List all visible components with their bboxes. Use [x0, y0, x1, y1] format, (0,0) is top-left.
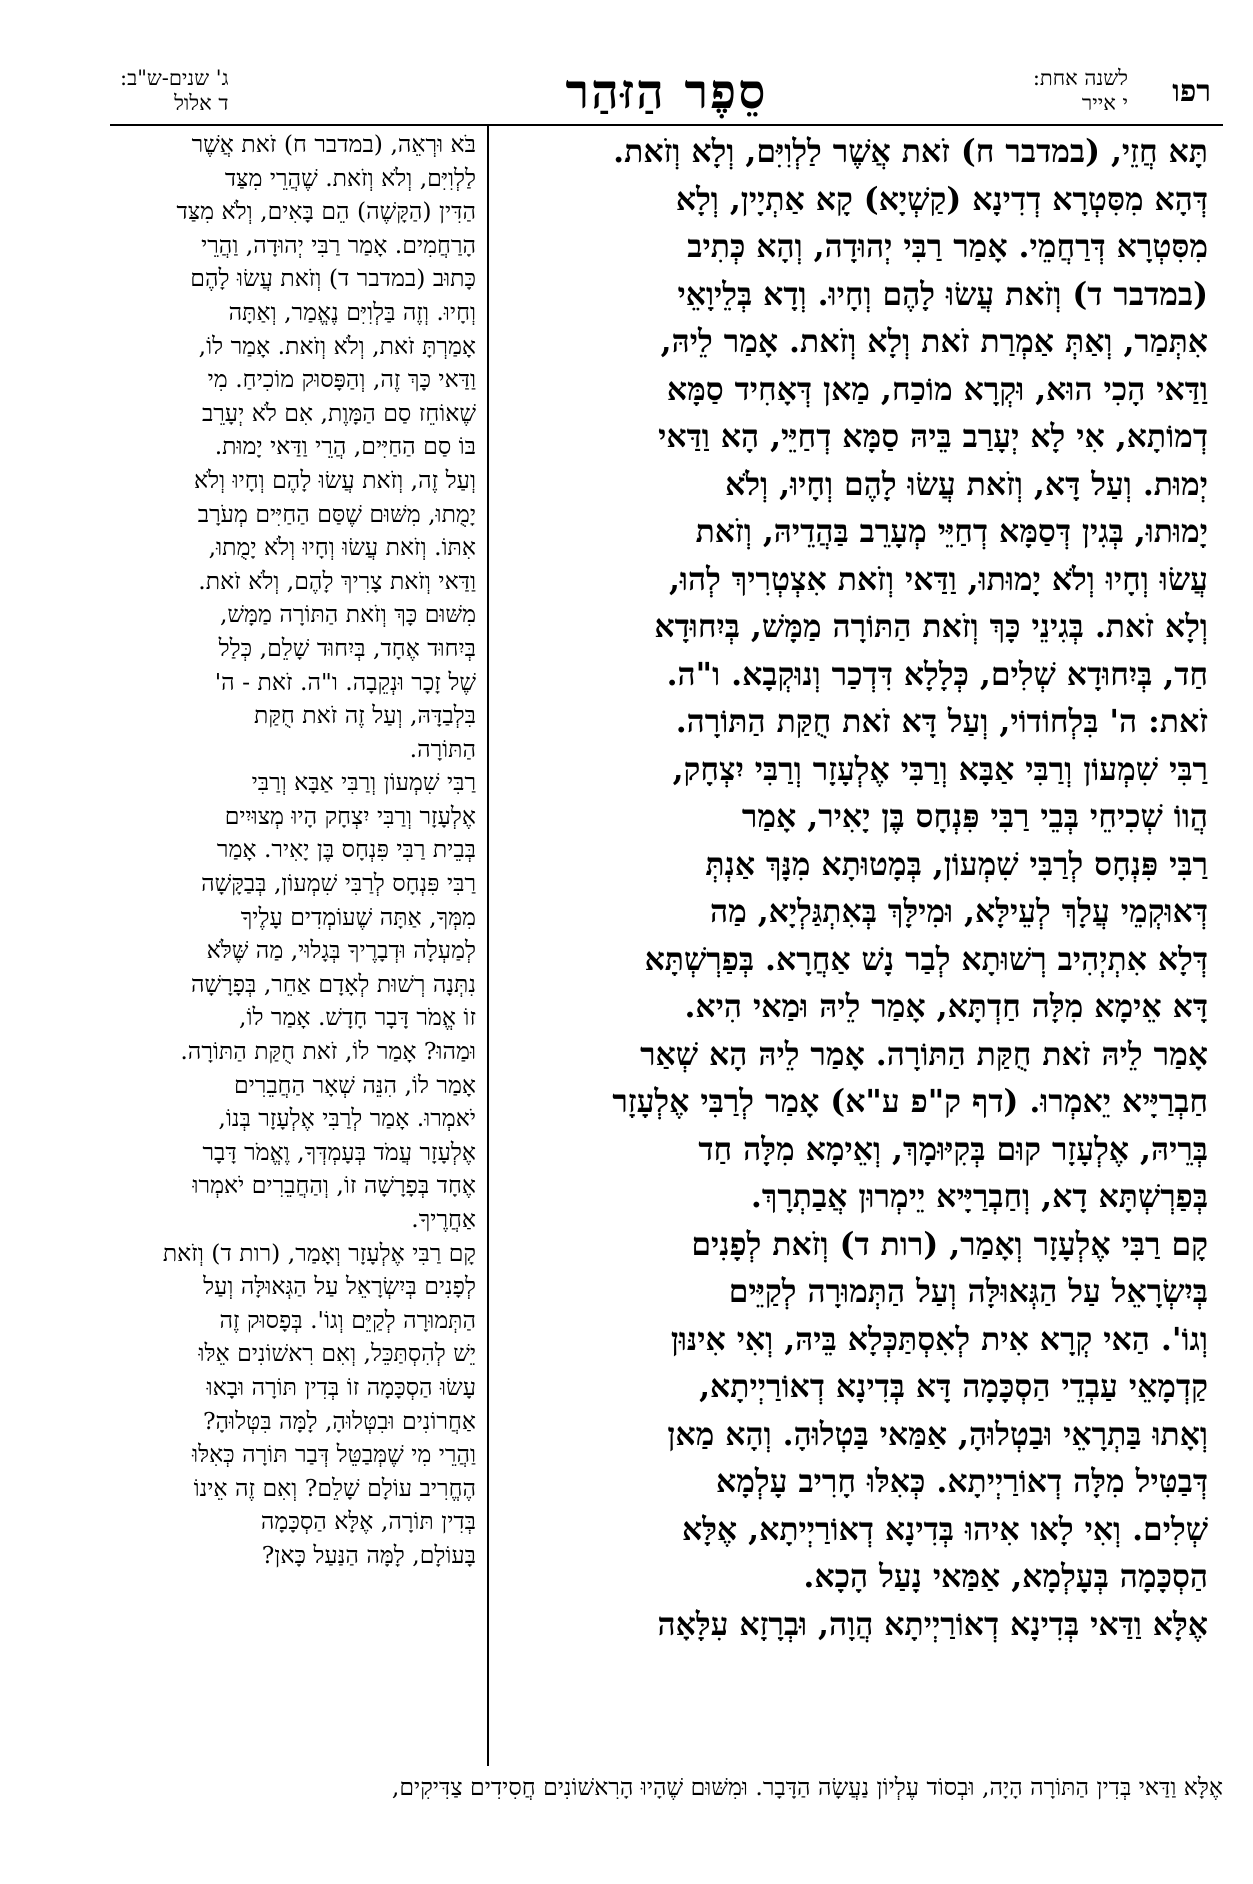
text-line: דְּאוּקְמֵי עֲלָךְ לְעֵילָּא, וּמִילָּךְ בְּאִתְגַּלְיָא, מַה — [709, 893, 1208, 930]
translation-line: בְּיִחוּד אֶחָד, בְּיִחוּד שָׁלֵם, כְּלַל — [218, 633, 476, 662]
translation-line: שֶׁאוֹחֵז סַם הַמָּוֶת, אִם לֹא יְעָרֵב — [201, 398, 476, 427]
translation-line: אַחֲרוֹנִים וּבִטְּלוּהָ, לָמָּה בִּטְּלוּהָ? — [202, 1406, 476, 1435]
translation-line: בְּדִין תּוֹרָה, אֶלָּא הַסְכָּמָה — [260, 1507, 476, 1536]
text-line: תָּא חֲזֵי, (במדבר ח) זֹאת אֲשֶׁר לַלְוִיִּם, וְלָא וְזֹאת. — [613, 133, 1208, 170]
text-line: דְּהָא מִסִּטְרָא דְדִינָא (קַשְׁיָא) קָא אַתְיָין, וְלָא — [675, 180, 1208, 218]
hebrew-translation-column — [113, 128, 476, 1573]
text-line: הַסְכָּמָה בְּעָלְמָא, אַמַּאי נָעַל הָכָא. — [803, 1558, 1208, 1595]
book-title: סֵפֶר הַזּהַר — [565, 64, 768, 120]
translation-line: כָּתוּב (במדבר ד) וְזֹאת עֲשׂוּ לָהֶם — [190, 264, 476, 293]
translation-line: מִמְּךָ, אַתָּה שֶׁעוֹמְדִים עָלֶיךָ — [240, 902, 476, 931]
text-line: חַד, בְּיִחוּדָא שְׁלִים, כְּלָלָא דִּדְכַר וְנוּקְבָא. ו"ה. — [666, 655, 1208, 693]
text-line: רַבִּי שִׁמְעוֹן וְרַבִּי אַבָּא וְרַבִּי אֶלְעָזָר וְרַבִּי יִצְחָק, — [672, 750, 1208, 788]
translation-line: הַדִּין (הַקָּשֶׁה) הֵם בָּאִים, וְלֹא מִצַּד — [176, 197, 476, 226]
translation-line: הַתּוֹרָה. — [409, 734, 476, 763]
text-line: הֲווֹ שְׁכִיחֵי בְּבֵי רַבִּי פִּנְחָס בֶּן יָאִיר, אָמַר — [741, 798, 1208, 835]
translation-line: אֶלְעָזָר עֲמֹד בְּעָמְדְּךָ, וֶאֱמֹר דָּבָר — [202, 1137, 476, 1166]
translation-line: אִתּוֹ. וְזֹאת עֲשׂוּ וְחָיוּ וְלֹא יָמֻתוּ, — [208, 533, 476, 562]
translation-line: וְעַל זֶה, וְזֹאת עֲשׂוּ לָהֶם וְחָיוּ וְלֹא — [194, 465, 476, 494]
text-line: בְּיִשְׂרָאֵל עַל הַגְּאוּלָּה וְעַל הַתְּמוּרָה לְקַיֵּים — [728, 1273, 1208, 1310]
text-line: אָמַר לֵיהּ זֹאת חֻקַּת הַתּוֹרָה. אָמַר לֵיהּ הָא שְׁאַר — [640, 1035, 1208, 1073]
translation-line: הֶחֱרִיב עוֹלָם שָׁלֵם? וְאִם זֶה אֵינוֹ — [193, 1473, 476, 1502]
translation-line: וּמַהוּ? אָמַר לוֹ, זֹאת חֻקַּת הַתּוֹרָה. — [180, 1037, 476, 1066]
translation-line: בָּעוֹלָם, לָמָּה הַנַּעַל כָּאן? — [261, 1540, 476, 1569]
translation-line: וְחָיוּ. וְזֶה בַּלְוִיִּם נֶאֱמַר, וְאַתָּה — [228, 297, 476, 326]
text-line: וְאָתוּ בַּתְרָאֵי וּבַטְלוּהָ, אַמַּאי בַּטְלוּהָ. וְהָא מַאן — [667, 1415, 1208, 1453]
text-line: וַדַּאי הָכִי הוּא, וּקְרָא מוֹכַח, מַאן דְּאָחִיד סַמָּא — [666, 370, 1208, 408]
translation-line: לְמַעְלָה וּדְבָרֶיךָ בְּגָלוּי, מַה שֶּׁלֹּא — [206, 936, 476, 965]
footer-continuation: אֶלָּא וַדַּאי בְּדִין הַתּוֹרָה הָיָה, וּבְסוֹד עֶלְיוֹן נַעֲשָׂה הַדָּבָר. וּמִשּׁוּם שֶׁהָיוּ הָרִאשׁוֹנִים חֲסִידִים צַדִּיקִים, — [391, 1773, 1223, 1801]
translation-line: רַבִּי שִׁמְעוֹן וְרַבִּי אַבָּא וְרַבִּי — [251, 768, 476, 797]
text-line: בְּפַרְשְׁתָּא דָא, וְחַבְרַיָּיא יֵימְרוּן אֲבַתְרָךְ. — [750, 1178, 1208, 1215]
translation-line: אֶלְעָזָר וְרַבִּי יִצְחָק הָיוּ מְצוּיִים — [224, 801, 476, 830]
page-header — [110, 60, 1223, 120]
text-line: בְּרֵיהּ, אֶלְעָזָר קוּם בְּקִיּוּמָךְ, וְאֵימָא מִלָּה חַד — [698, 1130, 1208, 1168]
translation-line: אָמַרְתָּ זֹאת, וְלֹא וְזֹאת. אָמַר לוֹ, — [198, 331, 476, 360]
aramaic-text-column — [500, 128, 1208, 1648]
text-line: קַדְמָאֵי עַבְדֵי הַסְכָּמָה דָּא בְּדִינָא דְאוֹרַיְיתָא, — [699, 1368, 1208, 1405]
translation-line: אֶחָד בְּפָרָשָׁה זוֹ, וְהַחֲבֵרִים יֹאמְרוּ — [192, 1171, 476, 1200]
translation-line: קָם רַבִּי אֶלְעָזָר וְאָמַר, (רות ד) וְזֹאת — [162, 1238, 476, 1267]
translation-line: לַלְוִיִּם, וְלֹא וְזֹאת. שֶׁהֲרֵי מִצַּד — [224, 163, 476, 192]
translation-line: וַדַּאי וְזֹאת צָרִיךְ לָהֶם, וְלֹא זֹאת. — [198, 566, 476, 595]
text-line: זֹאת: ה' בִּלְחוֹדוֹי, וְעַל דָּא זֹאת חֻקַּת הַתּוֹרָה. — [675, 703, 1208, 740]
translation-line: בֹּא וּרְאֵה, (במדבר ח) זֹאת אֲשֶׁר — [191, 130, 476, 158]
text-line: שְׁלִים. וְאִי לָאו אִיהוּ בְּדִינָא דְאוֹרַיְיתָא, אֶלָּא — [681, 1510, 1208, 1548]
page-number: רפו — [1172, 74, 1211, 109]
translation-line: הַתְּמוּרָה לְקַיֵּם וְגוֹ'. בְּפָסוּק זֶה — [219, 1305, 476, 1334]
text-line: דְמוֹתָא, אִי לָא יְעָרַב בֵּיהּ סַמָּא דְחַיֵּי, הָא וַדַּאי — [658, 418, 1208, 455]
column-divider — [487, 126, 489, 1766]
translation-line: נִתְּנָה רְשׁוּת לְאָדָם אַחֵר, בְּפָרָשָׁה — [191, 969, 476, 998]
translation-line: מִשּׁוּם כָּךְ וְזֹאת הַתּוֹרָה מַמָּשׁ, — [219, 600, 476, 629]
translation-line: וַדַּאי כָּךְ זֶה, וְהַפָּסוּק מוֹכִיחַ. מִי — [207, 365, 476, 394]
text-line: חַבְרַיָּיא יֵאמְרוּ. (דף ק"פ ע"א) אָמַר לְרַבִּי אֶלְעָזָר — [612, 1083, 1208, 1120]
text-line: וְגוֹ'. הַאי קְרָא אִית לְאִסְתַּכְּלָא בֵּיהּ, וְאִי אִינּוּן — [670, 1320, 1208, 1358]
text-line: מִסִּטְרָא דְּרַחֲמֵי. אָמַר רַבִּי יְהוּדָה, וְהָא כְּתִיב — [687, 228, 1208, 265]
translation-line: שֶׁל זָכָר וּנְקֵבָה. ו"ה. זֹאת - ה' — [214, 667, 476, 696]
schedule-three-years-label: ג' שנים-ש"ב: — [120, 66, 229, 90]
translation-line: זוֹ אֱמֹר דָּבָר חָדָשׁ. אָמַר לוֹ, — [238, 1003, 476, 1032]
translation-line: לְפָנִים בְּיִשְׂרָאֵל עַל הַגְּאוּלָּה וְעַל — [203, 1272, 476, 1301]
translation-line: רַבִּי פִּנְחָס לְרַבִּי שִׁמְעוֹן, בְּבַקָּשָׁה — [201, 869, 476, 898]
text-line: יְמוּת. וְעַל דָּא, וְזֹאת עֲשׂוּ לָהֶם וְחָיוּ, וְלֹא — [725, 465, 1208, 503]
translation-line: עָשׂוּ הַסְכָּמָה זוֹ בְּדִין תּוֹרָה וּבָאוּ — [206, 1372, 476, 1401]
text-line: יָמוּתוּ, בְּגִין דְּסַמָּא דְחַיֵּי מְעָרֵב בַּהֲדֵיהּ, וְזֹאת — [695, 513, 1208, 550]
translation-line: אָמַר לוֹ, הִנֵּה שְׁאָר הַחֲבֵרִים — [233, 1070, 476, 1099]
text-line: דָּא אֵימָא מִלָּה חַדְתָּא, אָמַר לֵיהּ וּמַאי הִיא. — [684, 988, 1208, 1025]
text-line: רַבִּי פִּנְחָס לְרַבִּי שִׁמְעוֹן, בְּמָטוּתָא מִנָּךְ אַנְתְּ — [705, 845, 1208, 883]
text-line: אֶלָּא וַדַּאי בְּדִינָא דְאוֹרַיְיתָא הֲוָה, וּבְרָזָא עִלָּאָה — [657, 1605, 1208, 1643]
translation-line: בּוֹ סַם הַחַיִּים, הֲרֵי וַדַּאי יָמוּת. — [214, 432, 476, 461]
schedule-one-year-date: י אייר — [1081, 91, 1128, 115]
translation-line: יָמֻתוּ, מִשּׁוּם שֶׁסַּם הַחַיִּים מְעֹרָב — [197, 499, 476, 528]
translation-line: וַהֲרֵי מִי שֶׁמְּבַטֵּל דְּבַר תּוֹרָה כְּאִלּוּ — [192, 1440, 476, 1469]
schedule-three-years-date: ד אלול — [174, 91, 229, 115]
translation-line: יֹאמְרוּ. אָמַר לְרַבִּי אֶלְעָזָר בְּנוֹ, — [218, 1104, 476, 1133]
text-line: (במדבר ד) וְזֹאת עֲשׂוּ לָהֶם וְחָיוּ. וְדָא בְּלֵיוָאֵי — [677, 275, 1208, 313]
text-line: דְּבַטִּיל מִלָּה דְאוֹרַיְיתָא. כְּאִלּוּ חָרִיב עָלְמָא — [716, 1463, 1208, 1500]
translation-line: הָרַחֲמִים. אָמַר רַבִּי יְהוּדָה, וַהֲרֵי — [201, 230, 476, 259]
translation-line: אַחֲרֶיךָ. — [411, 1205, 476, 1233]
translation-line: בְּבֵית רַבִּי פִּנְחָס בֶּן יָאִיר. אָמַר — [216, 835, 476, 864]
schedule-one-year-label: לשנה אחת: — [1032, 66, 1128, 90]
text-line: דְּלָא אִתְיְהִיב רְשׁוּתָא לְבַר נָשׁ אַחֲרָא. בְּפַרְשְׁתָּא — [644, 940, 1208, 978]
schedule-three-years — [120, 66, 229, 116]
header-rule — [110, 124, 1223, 126]
translation-line: בִּלְבַדָּהּ, וְעַל זֶה זֹאת חֻקַּת — [254, 701, 476, 730]
text-line: קָם רַבִּי אֶלְעָזָר וְאָמַר, (רות ד) וְזֹאת לְפָנִים — [691, 1225, 1208, 1263]
text-line: וְלָא זֹאת. בְּגִינֵי כָּךְ וְזֹאת הַתּוֹרָה מַמָּשׁ, בְּיִחוּדָא — [654, 608, 1208, 645]
text-line: עֲשׂוּ וְחָיוּ וְלֹא יָמוּתוּ, וַדַּאי וְזֹאת אִצְטְרִיךְ לְהוּ, — [668, 560, 1208, 598]
text-line: אִתְּמַר, וְאַתְּ אַמְרַת זֹאת וְלָא וְזֹאת. אָמַר לֵיהּ, — [660, 323, 1208, 360]
translation-line: יֵשׁ לְהִסְתַּכֵּל, וְאִם רִאשׁוֹנִים אֵלּוּ — [198, 1339, 476, 1368]
